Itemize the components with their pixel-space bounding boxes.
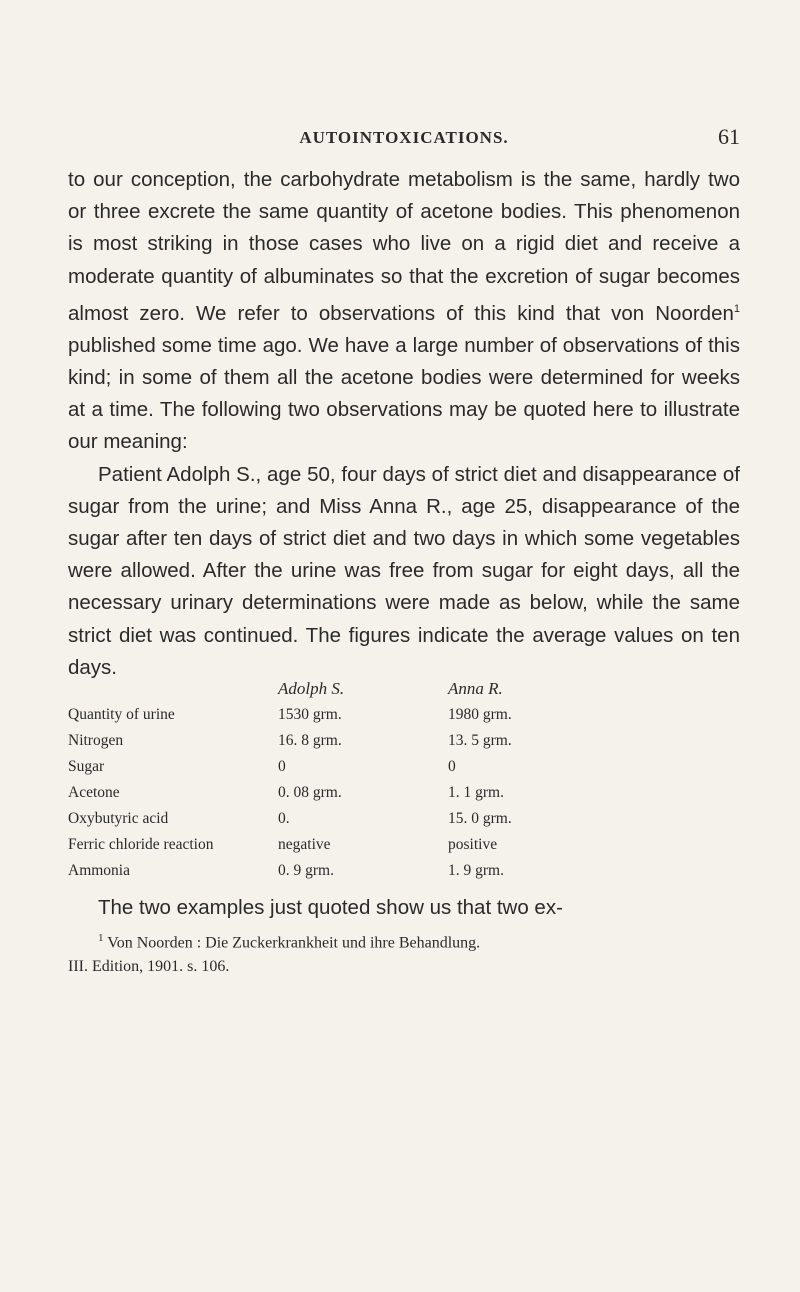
- paragraph-2: Patient Adolph S., age 50, four days of strict diet and disappearance of sugar from the urine; and Miss Anna R., age 25, disappearance of the sugar after ten days of strict diet and two days in which some vegetables were allowed. After the urine was free from sugar for eight days, all the necessary urinary determinations were made as below, while the same strict diet was continued. The figures indicate the average values on ten days.: [68, 462, 740, 679]
- table-header-row: [68, 676, 740, 702]
- paragraph-1-rest: published some time ago. We have a large number of observations of this kind; in some of them all the acetone bodies were determined for weeks at a time. The following two observations may be quoted here to illustrate our meaning:: [68, 333, 740, 454]
- footnote-line-2: III. Edition, 1901. s. 106.: [68, 958, 230, 976]
- page: [68, 124, 740, 979]
- footnote-marker: 1: [98, 932, 104, 945]
- table-row: [68, 780, 740, 806]
- table-cell-adolph: 0.: [278, 810, 290, 828]
- table-cell-adolph: 1530 grm.: [278, 706, 342, 724]
- table-cell-adolph: 0. 08 grm.: [278, 784, 342, 802]
- table-row: [68, 858, 740, 884]
- paragraph-1: [68, 164, 740, 459]
- table-cell-label: Ferric chloride reaction: [68, 836, 214, 854]
- table-row: [68, 728, 740, 754]
- table-cell-adolph: 0: [278, 758, 286, 776]
- table-cell-anna: 1. 9 grm.: [448, 862, 504, 880]
- table-cell-anna: 0: [448, 758, 456, 776]
- table-cell-label: Acetone: [68, 784, 120, 802]
- table-cell-label: Ammonia: [68, 862, 130, 880]
- paragraph-1-text: to our conception, the carbohydrate metabolism is the same, hardly two or three excrete the same quantity of acetone bodies. This phenomenon is most striking in those cases who live on a rigid diet and receive a moderate quantity of albuminates so that the excretion of sugar becomes almost zero. We refer to observations of this kind that von Noorden: [68, 168, 740, 325]
- table-cell-anna: 1980 grm.: [448, 706, 512, 724]
- footnote: [68, 926, 740, 979]
- table-header-anna: Anna R.: [448, 679, 503, 699]
- table-header-adolph: Adolph S.: [278, 679, 345, 699]
- results-table: [68, 676, 740, 884]
- table-cell-anna: positive: [448, 836, 498, 854]
- table-row: [68, 806, 740, 832]
- table-cell-adolph: 0. 9 grm.: [278, 862, 334, 880]
- running-title: AUTOINTOXICATIONS.: [299, 128, 509, 147]
- table-cell-label: Sugar: [68, 758, 105, 776]
- body-text: [68, 164, 740, 684]
- table-cell-anna: 15. 0 grm.: [448, 810, 512, 828]
- footnote-ref: 1: [733, 302, 740, 315]
- table-cell-label: Oxybutyric acid: [68, 810, 169, 828]
- table-row: [68, 702, 740, 728]
- running-header: [68, 124, 740, 164]
- footnote-text-1: Von Noorden : Die Zuckerkrankheit und ihre Behandlung.: [103, 934, 481, 952]
- table-row: [68, 754, 740, 780]
- table-row: [68, 832, 740, 858]
- table-cell-label: Nitrogen: [68, 732, 124, 750]
- table-cell-adolph: negative: [278, 836, 331, 854]
- closing-line: The two examples just quoted show us that two ex-: [98, 896, 563, 920]
- table-cell-adolph: 16. 8 grm.: [278, 732, 342, 750]
- footnote-line-1: [68, 926, 740, 955]
- table-cell-label: Quantity of urine: [68, 706, 175, 724]
- table-cell-anna: 1. 1 grm.: [448, 784, 504, 802]
- table-body: [68, 702, 740, 884]
- table-cell-anna: 13. 5 grm.: [448, 732, 512, 750]
- page-number: 61: [718, 124, 740, 149]
